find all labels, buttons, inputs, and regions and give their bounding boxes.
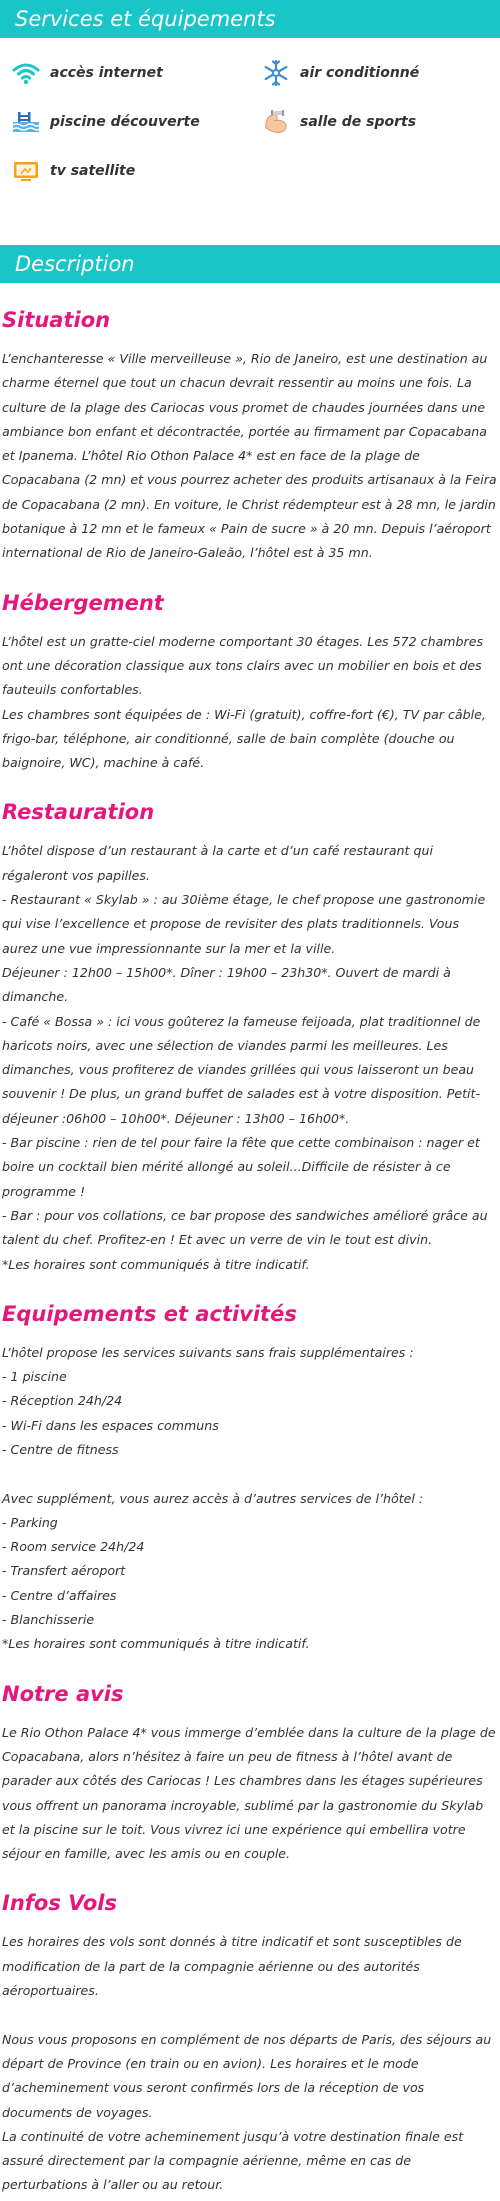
amenity-gym: [250, 97, 500, 146]
section-text: L’hôtel propose les services suivants sans frais supplémentaires : - 1 piscine - Réception 24h/24 - Wi-Fi dans les espaces communs - Centre de fitness Avec supplément, vous aurez accès à d’autres services de l’hôtel : - Parking - Room service 24h/24 - Transfert aéroport - Centre d’affaires - Blanchisserie *Les horaires sont communiqués à titre indicatif.: [2, 1344, 424, 1652]
amenity-internet: [0, 48, 250, 97]
description-banner: [0, 245, 500, 283]
pool-icon: [12, 108, 40, 136]
description-title: Description: [15, 252, 135, 276]
amenity-label: air conditionné: [300, 64, 420, 81]
amenity-air-conditioning: [250, 48, 500, 97]
amenity-tv: [0, 146, 250, 195]
section-heading: Notre avis: [2, 1681, 124, 1706]
snowflake-icon: [262, 59, 290, 87]
section-situation: [0, 305, 500, 566]
section-notre-avis: [0, 1679, 500, 1867]
fitness-icon: [262, 108, 290, 136]
amenity-label: salle de sports: [300, 113, 417, 130]
section-infos-vols: [0, 1888, 500, 2197]
section-text: Le Rio Othon Palace 4* vous immerge d’emblée dans la culture de la plage de Copacabana, alors n’hésitez à faire un peu de fitness à l’hôtel avant de parader aux côtés des Cariocas ! Les chambres dans les étages supérieures vous offrent un panorama incroyable, sublimé par la gastronomie du Skylab et la piscine sur le toit. Vous vivrez ici une expérience qui embellira votre séjour en famille, avec les amis ou en couple.: [2, 1724, 496, 1862]
section-heading: Restauration: [2, 800, 155, 825]
services-banner: [0, 0, 500, 38]
wifi-icon: [12, 59, 40, 87]
section-heading: Equipements et activités: [2, 1301, 297, 1326]
services-title: Services et équipements: [15, 7, 276, 31]
section-text: Les horaires des vols sont donnés à titre indicatif et sont susceptibles de modification de la part de la compagnie aérienne ou des autorités aéroportuaires. Nous vous proposons en complément de nos départs de Paris, des séjours au départ de Province (en train ou en avion). Les horaires et le mode d’acheminement vous seront confirmés lors de la réception de vos documents de voyages. La continuité de votre acheminement jusqu’à votre destination finale est assuré directement par la compagnie aérienne, même en cas de perturbations à l’aller ou au retour.: [2, 1934, 492, 2193]
tv-icon: [12, 157, 40, 185]
section-equipements: [0, 1299, 500, 1657]
amenities-grid: [0, 38, 500, 195]
amenity-pool: [0, 97, 250, 146]
amenity-label: tv satellite: [50, 162, 136, 179]
amenity-label: accès internet: [50, 64, 163, 81]
section-heading: Hébergement: [2, 590, 164, 615]
section-restauration: [0, 797, 500, 1276]
section-text: L’hôtel est un gratte-ciel moderne comportant 30 étages. Les 572 chambres ont une décoration classique aux tons clairs avec un mobilier en bois et des fauteuils confortables. Les chambres sont équipées de : Wi-Fi (gratuit), coffre-fort (€), TV par câble, frigo-bar, téléphone, air conditionné, salle de bain complète (douche ou baignoire, WC), machine à café.: [2, 633, 486, 771]
section-heading: Infos Vols: [2, 1891, 117, 1916]
section-hebergement: [0, 588, 500, 776]
amenity-label: piscine découverte: [50, 113, 200, 130]
section-text: L’hôtel dispose d’un restaurant à la carte et d’un café restaurant qui régaleront vos papilles. - Restaurant « Skylab » : au 30ième étage, le chef propose une gastronomie qui vise l’excellence et propose de revisiter des plats traditionnels. Vous aurez une vue impressionnante sur la mer et la ville. Déjeuner : 12h00 – 15h00*. Dîner : 19h00 – 23h30*. Ouvert de mardi à dimanche. - Café « Bossa » : ici vous goûterez la fameuse feijoada, plat traditionnel de haricots noirs, avec une sélection de viandes parmi les meilleures. Les dimanches, vous profiterez de viandes grillées qui vous laisseront un beau souvenir ! De plus, un grand buffet de salades est à votre disposition. Petit-déjeuner :06h00 – 10h00*. Déjeuner : 13h00 – 16h00*. - Bar piscine : rien de tel pour faire la fête que cette combinaison : nager et boire un cocktail bien mérité allongé au soleil...Difficile de résister à ce programme ! - Bar : pour vos collations, ce bar propose des sandwiches amélioré grâce au talent du chef. Profitez-en ! Et avec un verre de vin le tout est divin. *Les horaires sont communiqués à titre indicatif.: [2, 843, 488, 1272]
section-heading: Situation: [2, 308, 111, 332]
section-text: L’enchanteresse « Ville merveilleuse », Rio de Janeiro, est une destination au charme éternel que tout un chacun devrait ressentir au moins une fois. La culture de la plage des Cariocas vous promet de chaudes journées dans une ambiance bon enfant et décontractée, portée au firmament par Copacabana et Ipanema. L’hôtel Rio Othon Palace 4* est en face de la plage de Copacabana (2 mn) et vous pourrez acheter des produits artisanaux à la Feira de Copacabana (2 mn). En voiture, le Christ rédempteur est à 28 mn, le jardin botanique à 12 mn et le fameux « Pain de sucre » à 20 mn. Depuis l’aéroport international de Rio de Janeiro-Galeão, l’hôtel est à 35 mn.: [2, 351, 497, 561]
